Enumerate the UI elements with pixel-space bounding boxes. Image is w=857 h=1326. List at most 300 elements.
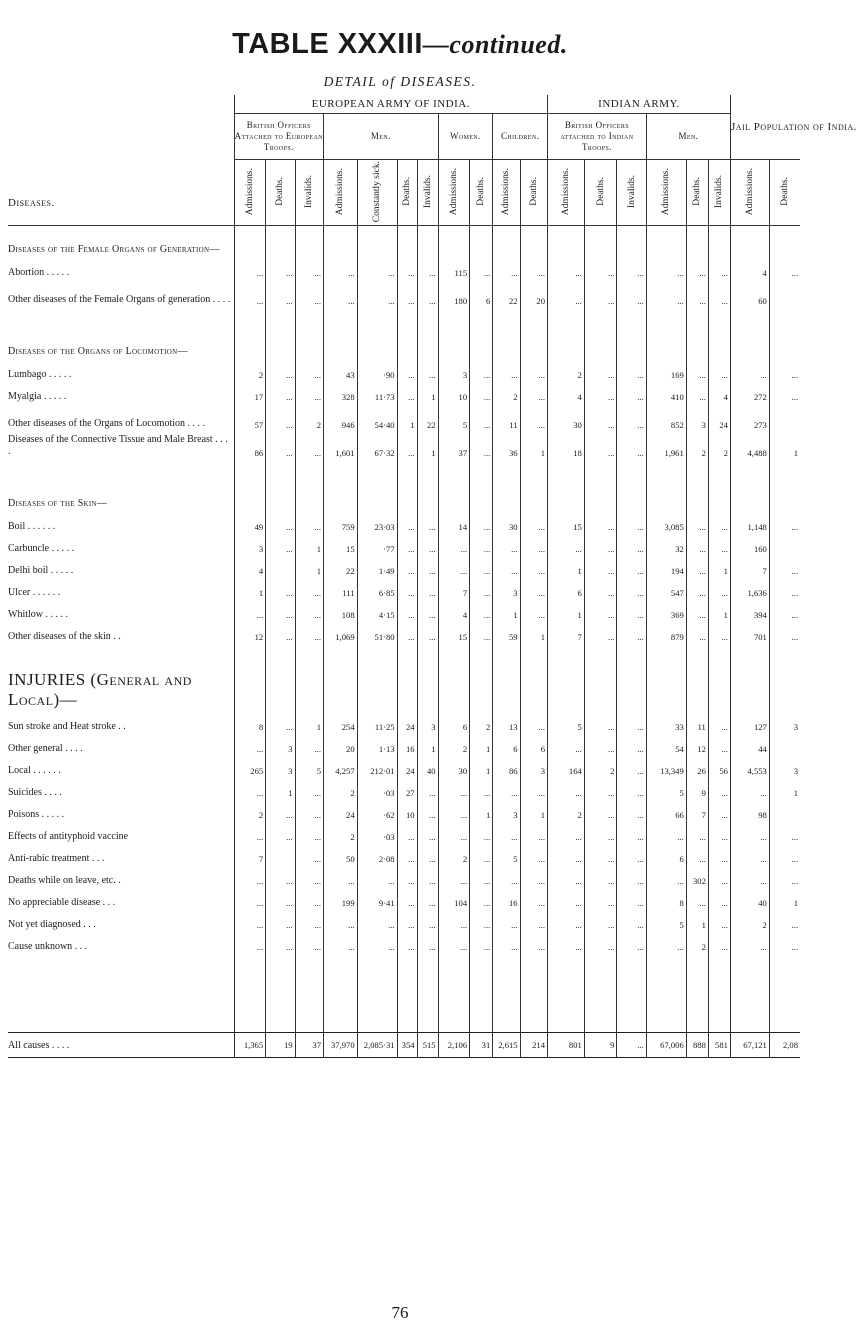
- table-cell: 1: [708, 554, 730, 576]
- table-cell: 108: [323, 598, 357, 620]
- table-cell: ...: [617, 358, 646, 380]
- table-cell: 5: [646, 776, 686, 798]
- table-cell: ...: [769, 380, 800, 402]
- table-cell: ...: [323, 278, 357, 306]
- table-cell: 1: [769, 776, 800, 798]
- table-cell: 7: [548, 620, 585, 642]
- table-cell: ...: [584, 620, 617, 642]
- table-cell: 801: [548, 1033, 585, 1058]
- table-cell: ...: [617, 842, 646, 864]
- table-cell: 1: [520, 620, 547, 642]
- table-cell: ...: [617, 256, 646, 278]
- table-cell: ...: [617, 576, 646, 598]
- table-cell: ...: [520, 554, 547, 576]
- table-cell: ...: [708, 864, 730, 886]
- table-cell: 3: [266, 754, 295, 776]
- table-cell: ...: [584, 886, 617, 908]
- column-header: Constantly sick.: [357, 160, 397, 226]
- table-cell: 1: [769, 430, 800, 458]
- table-row: [8, 798, 800, 820]
- table-cell: 2: [438, 842, 470, 864]
- table-cell: ...: [295, 776, 323, 798]
- table-cell: 2: [323, 776, 357, 798]
- table-cell: ...: [397, 380, 417, 402]
- table-cell: ...: [520, 402, 547, 430]
- table-cell: 36: [493, 430, 520, 458]
- table-cell: ...: [417, 576, 438, 598]
- table-cell: 4: [548, 380, 585, 402]
- table-cell: ...: [617, 820, 646, 842]
- row-label: Anti-rabic treatment . . .: [8, 853, 105, 864]
- table-cell: 10: [438, 380, 470, 402]
- table-row: [8, 380, 800, 402]
- table-cell: ...: [646, 930, 686, 952]
- table-cell: ...: [584, 256, 617, 278]
- table-cell: 8: [234, 710, 266, 732]
- table-cell: ...: [295, 380, 323, 402]
- table-cell: ...: [769, 930, 800, 952]
- table-cell: ...: [234, 256, 266, 278]
- table-cell: ...: [417, 620, 438, 642]
- table-cell: ...: [266, 598, 295, 620]
- table-cell: ...: [323, 930, 357, 952]
- table-cell: ...: [417, 554, 438, 576]
- table-cell: 4: [708, 380, 730, 402]
- table-cell: 1·13: [357, 732, 397, 754]
- table-cell: ...: [769, 598, 800, 620]
- table-cell: ...: [584, 380, 617, 402]
- table-cell: ...: [438, 908, 470, 930]
- table-cell: ...: [266, 864, 295, 886]
- table-cell: ...: [397, 554, 417, 576]
- table-cell: ...: [769, 576, 800, 598]
- page-number: 76: [391, 1303, 409, 1322]
- table-cell: 5: [438, 402, 470, 430]
- table-cell: 2,615: [493, 1033, 520, 1058]
- table-cell: 6: [646, 842, 686, 864]
- table-cell: 1,148: [730, 510, 769, 532]
- table-cell: ...: [323, 864, 357, 886]
- table-row: [8, 430, 800, 458]
- table-cell: 86: [493, 754, 520, 776]
- subgroup-british-officers-indian: British Officers attached to Indian Troops.: [548, 114, 647, 160]
- table-cell: 50: [323, 842, 357, 864]
- table-cell: 6: [470, 278, 493, 306]
- table-row: [8, 820, 800, 842]
- table-cell: ...: [493, 908, 520, 930]
- table-cell: ·62: [357, 798, 397, 820]
- table-cell: ...: [470, 256, 493, 278]
- table-cell: ...: [769, 820, 800, 842]
- table-cell: 3: [769, 710, 800, 732]
- row-label: Deaths while on leave, etc. .: [8, 875, 121, 886]
- table-cell: 4: [234, 554, 266, 576]
- table-cell: ...: [730, 842, 769, 864]
- table-cell: 13: [493, 710, 520, 732]
- page-title: TABLE XXXIII—continued.: [232, 28, 568, 60]
- table-cell: ...: [438, 554, 470, 576]
- table-cell: ...: [584, 710, 617, 732]
- row-label: Sun stroke and Heat stroke . .: [8, 721, 126, 732]
- table-cell: ...: [584, 554, 617, 576]
- table-row: [8, 402, 800, 430]
- table-cell: 164: [548, 754, 585, 776]
- table-row: [8, 532, 800, 554]
- table-row: [8, 576, 800, 598]
- table-cell: ...: [470, 886, 493, 908]
- table-cell: 1,636: [730, 576, 769, 598]
- table-cell: ...: [548, 864, 585, 886]
- row-label: Effects of antityphoid vaccine: [8, 831, 129, 842]
- table-row: [8, 930, 800, 952]
- table-cell: 515: [417, 1033, 438, 1058]
- table-cell: 23·03: [357, 510, 397, 532]
- column-header: Deaths.: [584, 160, 617, 226]
- table-cell: ...: [520, 908, 547, 930]
- table-cell: 1: [493, 598, 520, 620]
- table-cell: ...: [520, 776, 547, 798]
- table-cell: 1: [417, 380, 438, 402]
- table-cell: ...: [266, 430, 295, 458]
- table-cell: ...: [584, 278, 617, 306]
- table-cell: ...: [234, 278, 266, 306]
- table-cell: 11: [686, 710, 708, 732]
- row-label: Other diseases of the Organs of Locomotion . . . .: [8, 418, 205, 429]
- table-cell: 3: [493, 576, 520, 598]
- table-cell: 2,085·31: [357, 1033, 397, 1058]
- table-cell: [266, 842, 295, 864]
- table-cell: 581: [708, 1033, 730, 1058]
- table-cell: ...: [548, 776, 585, 798]
- column-header: Admissions.: [234, 160, 266, 226]
- table-cell: ...: [438, 776, 470, 798]
- table-cell: ...: [438, 864, 470, 886]
- table-cell: ...: [397, 842, 417, 864]
- table-cell: 24: [323, 798, 357, 820]
- table-cell: ...: [417, 908, 438, 930]
- table-cell: ...: [417, 886, 438, 908]
- table-cell: 1: [548, 598, 585, 620]
- table-cell: ...: [493, 554, 520, 576]
- table-cell: ...: [234, 732, 266, 754]
- table-cell: ...: [266, 820, 295, 842]
- section-title: Diseases of the Skin—: [8, 498, 108, 509]
- table-cell: ...: [266, 576, 295, 598]
- table-cell: ...: [548, 842, 585, 864]
- table-cell: ...: [266, 532, 295, 554]
- table-cell: ...: [323, 908, 357, 930]
- table-cell: ...: [234, 908, 266, 930]
- table-cell: 16: [493, 886, 520, 908]
- row-label: Myalgia . . . . .: [8, 391, 67, 402]
- table-cell: 37: [438, 430, 470, 458]
- table-cell: ...: [266, 886, 295, 908]
- table-cell: ...: [730, 776, 769, 798]
- table-cell: ...: [617, 554, 646, 576]
- table-cell: ...: [520, 886, 547, 908]
- table-cell: [266, 554, 295, 576]
- table-cell: 3,085: [646, 510, 686, 532]
- table-row: [8, 554, 800, 576]
- column-header: Deaths.: [266, 160, 295, 226]
- total-row: [8, 1033, 800, 1058]
- table-cell: ...: [617, 380, 646, 402]
- table-cell: ...: [266, 278, 295, 306]
- table-cell: ...: [493, 358, 520, 380]
- table-cell: 2: [548, 798, 585, 820]
- table-cell: ...: [470, 598, 493, 620]
- table-cell: ...: [417, 256, 438, 278]
- table-cell: 3: [769, 754, 800, 776]
- table-cell: ...: [708, 776, 730, 798]
- table-cell: ...: [617, 776, 646, 798]
- table-cell: ...: [769, 510, 800, 532]
- table-cell: 369: [646, 598, 686, 620]
- table-cell: 32: [646, 532, 686, 554]
- table-cell: 3: [417, 710, 438, 732]
- table-cell: 3: [266, 732, 295, 754]
- table-cell: ...: [686, 620, 708, 642]
- table-cell: ...: [266, 798, 295, 820]
- table-row: [8, 598, 800, 620]
- section-title: Diseases of the Organs of Locomotion—: [8, 346, 188, 357]
- table-cell: ...: [584, 930, 617, 952]
- table-cell: 2: [234, 358, 266, 380]
- table-cell: ...: [417, 532, 438, 554]
- table-cell: 2: [234, 798, 266, 820]
- table-cell: 4: [730, 256, 769, 278]
- table-cell: 12: [234, 620, 266, 642]
- table-cell: ...: [295, 620, 323, 642]
- table-cell: ...: [397, 820, 417, 842]
- table-cell: 759: [323, 510, 357, 532]
- table-cell: ...: [397, 864, 417, 886]
- table-cell: 15: [548, 510, 585, 532]
- table-cell: ...: [357, 864, 397, 886]
- table-cell: 701: [730, 620, 769, 642]
- table-cell: ...: [617, 754, 646, 776]
- table-cell: ...: [617, 598, 646, 620]
- table-cell: ...: [769, 908, 800, 930]
- table-cell: 2: [708, 430, 730, 458]
- table-cell: 4,488: [730, 430, 769, 458]
- table-cell: ...: [686, 256, 708, 278]
- table-cell: 852: [646, 402, 686, 430]
- table-cell: ...: [397, 358, 417, 380]
- table-cell: ...: [730, 930, 769, 952]
- table-cell: ...: [769, 842, 800, 864]
- table-cell: ...: [470, 620, 493, 642]
- table-row: [8, 358, 800, 380]
- table-cell: 10: [397, 798, 417, 820]
- table-cell: ...: [617, 1033, 646, 1058]
- column-header: Invalids.: [295, 160, 323, 226]
- column-header: Deaths.: [470, 160, 493, 226]
- table-cell: ...: [397, 886, 417, 908]
- table-cell: 1: [470, 732, 493, 754]
- table-cell: 44: [730, 732, 769, 754]
- table-cell: ...: [708, 256, 730, 278]
- table-cell: 272: [730, 380, 769, 402]
- table-cell: 194: [646, 554, 686, 576]
- table-cell: 2: [686, 930, 708, 952]
- table-cell: ...: [708, 908, 730, 930]
- table-cell: 15: [438, 620, 470, 642]
- table-cell: ...: [438, 798, 470, 820]
- table-cell: 37: [295, 1033, 323, 1058]
- table-cell: ...: [686, 842, 708, 864]
- table-cell: ·03: [357, 776, 397, 798]
- table-cell: 2: [470, 710, 493, 732]
- table-cell: ...: [520, 510, 547, 532]
- table-cell: ...: [266, 380, 295, 402]
- table-cell: ...: [493, 930, 520, 952]
- table-cell: ...: [730, 864, 769, 886]
- disease-detail-table: [8, 95, 857, 1058]
- table-cell: 169: [646, 358, 686, 380]
- table-cell: 67,006: [646, 1033, 686, 1058]
- table-cell: ...: [548, 886, 585, 908]
- table-cell: ...: [708, 710, 730, 732]
- table-cell: 6: [520, 732, 547, 754]
- table-cell: ...: [708, 930, 730, 952]
- table-cell: ...: [708, 510, 730, 532]
- table-cell: ...: [470, 532, 493, 554]
- table-cell: ...: [708, 620, 730, 642]
- table-cell: ...: [417, 820, 438, 842]
- table-cell: 33: [646, 710, 686, 732]
- table-cell: 1: [520, 798, 547, 820]
- table-cell: 22: [417, 402, 438, 430]
- table-cell: 1: [295, 532, 323, 554]
- table-cell: 104: [438, 886, 470, 908]
- table-cell: 1: [470, 798, 493, 820]
- table-cell: 59: [493, 620, 520, 642]
- table-cell: ...: [646, 864, 686, 886]
- table-cell: ...: [617, 710, 646, 732]
- table-cell: 214: [520, 1033, 547, 1058]
- table-row: [8, 732, 800, 754]
- table-cell: 2: [686, 430, 708, 458]
- table-cell: ...: [686, 554, 708, 576]
- diseases-header: Diseases.: [8, 95, 234, 226]
- table-cell: ...: [520, 820, 547, 842]
- table-cell: 302: [686, 864, 708, 886]
- table-cell: ...: [397, 510, 417, 532]
- table-body: [8, 226, 800, 1058]
- table-cell: ...: [617, 864, 646, 886]
- table-cell: ...: [295, 732, 323, 754]
- table-cell: 1: [417, 732, 438, 754]
- table-cell: ...: [417, 842, 438, 864]
- table-cell: ...: [234, 864, 266, 886]
- table-cell: ...: [730, 820, 769, 842]
- table-cell: 7: [686, 798, 708, 820]
- table-cell: ...: [470, 820, 493, 842]
- table-cell: ...: [617, 930, 646, 952]
- table-cell: ...: [686, 576, 708, 598]
- table-cell: 2: [548, 358, 585, 380]
- table-cell: 19: [266, 1033, 295, 1058]
- table-cell: 1: [470, 754, 493, 776]
- table-cell: ...: [295, 256, 323, 278]
- subgroup-british-officers-european: British Officers Attached to European Troops.: [234, 114, 323, 160]
- table-cell: 11·25: [357, 710, 397, 732]
- table-cell: ...: [470, 430, 493, 458]
- table-cell: 2,106: [438, 1033, 470, 1058]
- table-cell: 1: [417, 430, 438, 458]
- table-cell: 1,961: [646, 430, 686, 458]
- table-cell: 1: [234, 576, 266, 598]
- table-cell: 14: [438, 510, 470, 532]
- table-cell: 4,257: [323, 754, 357, 776]
- table-cell: 1: [295, 710, 323, 732]
- table-cell: 3: [520, 754, 547, 776]
- table-cell: ...: [520, 532, 547, 554]
- table-cell: ...: [520, 576, 547, 598]
- table-cell: 1: [769, 886, 800, 908]
- table-cell: 3: [493, 798, 520, 820]
- table-cell: ...: [397, 620, 417, 642]
- table-cell: ...: [295, 430, 323, 458]
- row-label: Ulcer . . . . . .: [8, 587, 61, 598]
- table-row: [8, 256, 800, 278]
- row-label: Cause unknown . . .: [8, 941, 88, 952]
- table-cell: 394: [730, 598, 769, 620]
- row-label: No appreciable disease . . .: [8, 897, 116, 908]
- table-cell: ...: [417, 278, 438, 306]
- table-cell: ...: [584, 510, 617, 532]
- table-cell: 7: [234, 842, 266, 864]
- table-cell: 410: [646, 380, 686, 402]
- table-cell: 111: [323, 576, 357, 598]
- table-cell: 2: [438, 732, 470, 754]
- column-header: Admissions.: [730, 160, 769, 226]
- row-label: Carbuncle . . . . .: [8, 543, 75, 554]
- table-cell: 8: [646, 886, 686, 908]
- column-header: Deaths.: [397, 160, 417, 226]
- column-header: Invalids.: [708, 160, 730, 226]
- table-cell: ...: [617, 532, 646, 554]
- table-cell: ...: [470, 908, 493, 930]
- table-cell: ...: [686, 278, 708, 306]
- table-cell: ...: [266, 256, 295, 278]
- row-label: Other general . . . .: [8, 743, 83, 754]
- table-cell: ...: [617, 732, 646, 754]
- table-cell: 67,121: [730, 1033, 769, 1058]
- row-label: Boil . . . . . .: [8, 521, 56, 532]
- table-cell: ...: [617, 798, 646, 820]
- table-cell: 5: [548, 710, 585, 732]
- table-cell: 30: [548, 402, 585, 430]
- table-cell: ...: [686, 598, 708, 620]
- table-cell: ...: [646, 256, 686, 278]
- table-cell: 1: [686, 908, 708, 930]
- table-cell: ...: [686, 886, 708, 908]
- table-cell: ...: [686, 532, 708, 554]
- table-cell: 86: [234, 430, 266, 458]
- table-cell: ...: [417, 798, 438, 820]
- table-cell: 18: [548, 430, 585, 458]
- table-cell: 4·15: [357, 598, 397, 620]
- table-cell: [769, 732, 800, 754]
- table-cell: ...: [493, 532, 520, 554]
- table-cell: 17: [234, 380, 266, 402]
- table-cell: 2,08: [769, 1033, 800, 1058]
- table-cell: 1: [266, 776, 295, 798]
- table-cell: 40: [417, 754, 438, 776]
- table-cell: ...: [438, 930, 470, 952]
